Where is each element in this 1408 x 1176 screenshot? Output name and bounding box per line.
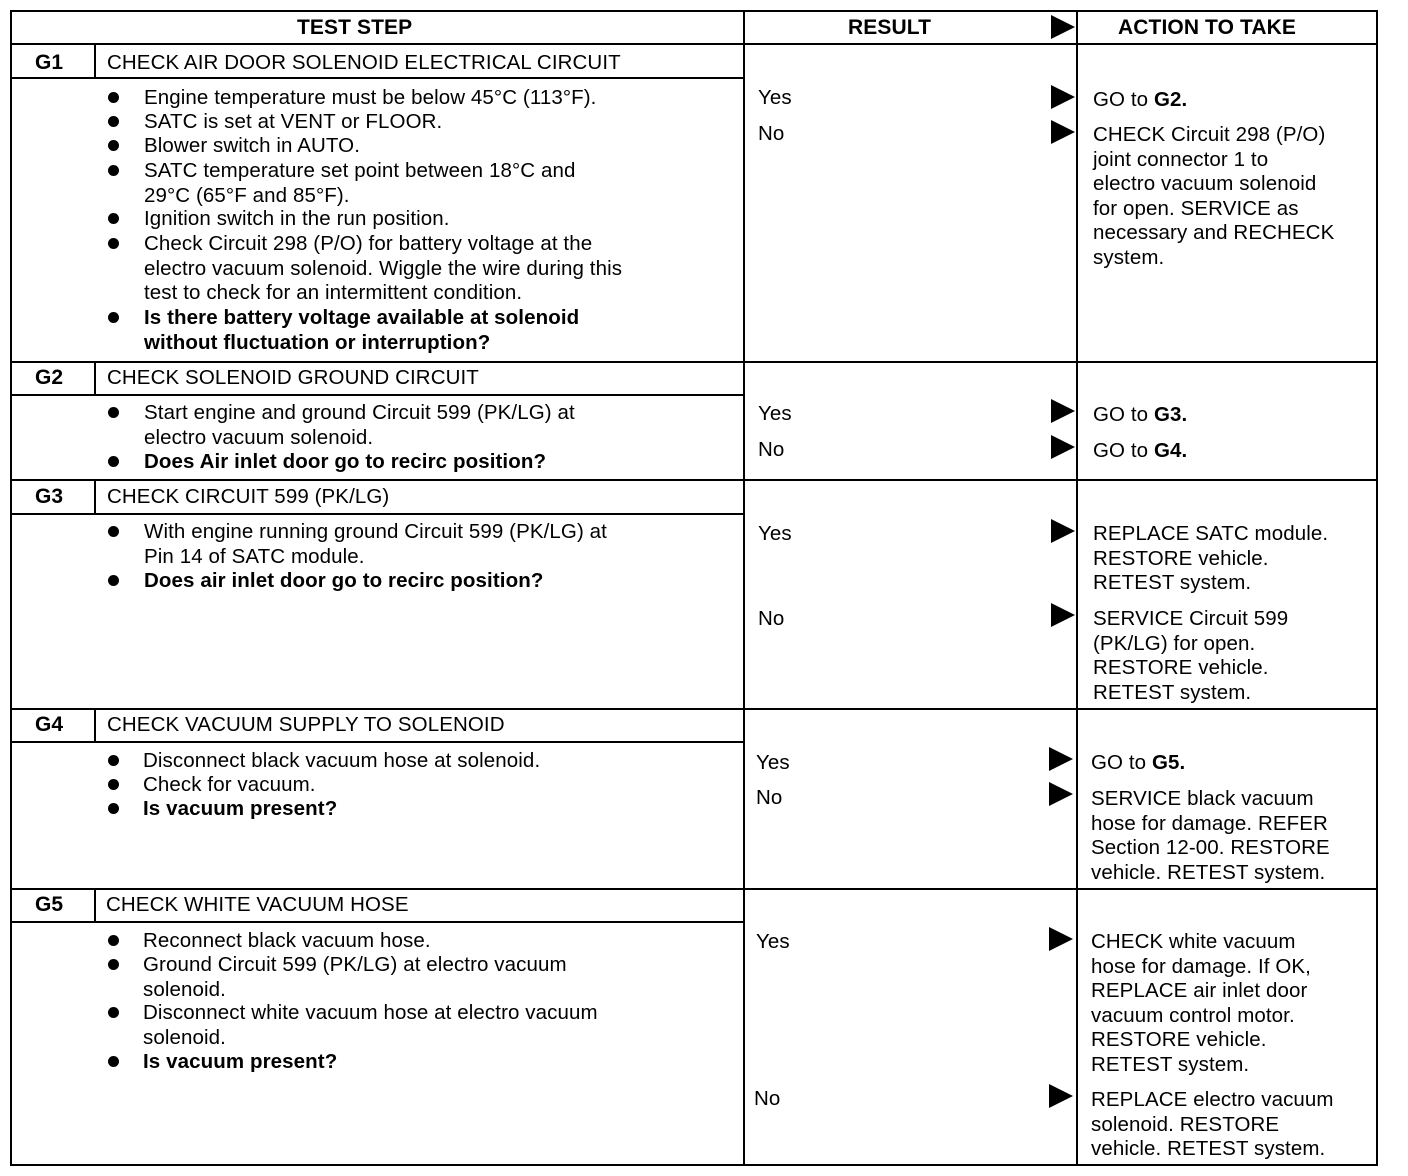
arrow-icon [1049,747,1073,771]
bullet-icon [108,755,119,766]
bullet-icon [108,140,119,151]
step-bullet: Engine temperature must be below 45°C (113°F). [144,86,597,109]
result-no: No [754,1087,781,1110]
result-yes: Yes [758,86,792,109]
step-divider [10,361,1378,363]
arrow-icon [1049,782,1073,806]
step-bullet: SATC is set at VENT or FLOOR. [144,110,443,133]
id-divider [94,709,96,742]
id-divider [94,362,96,395]
action-text: CHECK white vacuum hose for damage. If OK, REPLACE air inlet door vacuum control motor. RESTORE vehicle. RETEST system. [1091,930,1311,1076]
result-no: No [758,122,785,145]
step-divider [10,708,1378,710]
bullet-icon [108,526,119,537]
title-rule [10,77,743,79]
step-bullet: Check Circuit 298 (P/O) for battery voltage at the electro vacuum solenoid. Wiggle the wire during this test to check for an intermittent condition. [144,232,623,304]
bullet-icon [108,238,119,249]
result-yes: Yes [758,522,792,545]
bullet-icon [108,92,119,103]
step-id: G2 [35,366,64,389]
step-title: CHECK WHITE VACUUM HOSE [106,893,409,916]
step-bullet: SATC temperature set point between 18°C and 29°C (65°F and 85°F). [144,159,576,207]
result-no: No [758,607,785,630]
action-text: GO to G3. [1093,403,1188,426]
action-text: REPLACE electro vacuum solenoid. RESTORE vehicle. RETEST system. [1091,1088,1334,1160]
divider-result-action [1076,10,1078,1166]
step-bullet: Ground Circuit 599 (PK/LG) at electro vacuum solenoid. [143,953,567,1001]
step-bullet: Disconnect black vacuum hose at solenoid. [143,749,541,772]
arrow-icon [1049,1084,1073,1108]
step-bullet: With engine running ground Circuit 599 (PK/LG) at Pin 14 of SATC module. [144,520,607,568]
action-text: CHECK Circuit 298 (P/O) joint connector 1 to electro vacuum solenoid for open. SERVICE as necessary and RECHECK system. [1093,123,1335,269]
bullet-icon [108,213,119,224]
step-question: Does Air inlet door go to recirc position? [144,450,547,473]
bullet-icon [108,407,119,418]
header-test-step: TEST STEP [297,16,413,39]
id-divider [94,889,96,922]
step-title: CHECK AIR DOOR SOLENOID ELECTRICAL CIRCUIT [107,51,621,74]
title-rule [10,921,743,923]
diagnostic-table [10,10,1378,1166]
header-divider [10,43,1378,45]
bullet-icon [108,165,119,176]
bullet-icon [108,575,119,586]
bullet-icon [108,935,119,946]
step-question: Is vacuum present? [143,797,338,820]
step-question: Does air inlet door go to recirc position? [144,569,544,592]
step-question: Is vacuum present? [143,1050,338,1073]
bullet-icon [108,803,119,814]
action-text: GO to G2. [1093,88,1188,111]
result-no: No [758,438,785,461]
step-id: G4 [35,713,64,736]
step-id: G3 [35,485,64,508]
bullet-icon [108,312,119,323]
step-title: CHECK CIRCUIT 599 (PK/LG) [107,485,390,508]
step-bullet: Ignition switch in the run position. [144,207,450,230]
arrow-icon [1049,927,1073,951]
bullet-icon [108,1056,119,1067]
bullet-icon [108,1007,119,1018]
bullet-icon [108,456,119,467]
divider-test-result [743,10,745,1166]
step-bullet: Start engine and ground Circuit 599 (PK/LG) at electro vacuum solenoid. [144,401,575,449]
step-id: G5 [35,893,64,916]
bullet-icon [108,116,119,127]
header-arrow-icon [1051,15,1075,39]
step-bullet: Check for vacuum. [143,773,316,796]
result-no: No [756,786,783,809]
arrow-icon [1051,399,1075,423]
arrow-icon [1051,85,1075,109]
step-question: Is there battery voltage available at solenoid without fluctuation or interruption? [144,306,580,354]
action-text: REPLACE SATC module. RESTORE vehicle. RETEST system. [1093,522,1329,594]
action-text: SERVICE Circuit 599 (PK/LG) for open. RESTORE vehicle. RETEST system. [1093,607,1289,704]
arrow-icon [1051,519,1075,543]
id-divider [94,480,96,514]
arrow-icon [1051,120,1075,144]
result-yes: Yes [758,402,792,425]
arrow-icon [1051,435,1075,459]
bullet-icon [108,959,119,970]
step-bullet: Blower switch in AUTO. [144,134,360,157]
step-title: CHECK SOLENOID GROUND CIRCUIT [107,366,479,389]
arrow-icon [1051,603,1075,627]
action-text: GO to G5. [1091,751,1186,774]
step-bullet: Reconnect black vacuum hose. [143,929,431,952]
action-text: SERVICE black vacuum hose for damage. REFER Section 12-00. RESTORE vehicle. RETEST system. [1091,787,1330,884]
action-text: GO to G4. [1093,439,1188,462]
step-id: G1 [35,51,64,74]
header-result: RESULT [848,16,932,39]
title-rule [10,741,743,743]
step-divider [10,888,1378,890]
step-divider [10,479,1378,481]
title-rule [10,394,743,396]
bullet-icon [108,779,119,790]
step-bullet: Disconnect white vacuum hose at electro vacuum solenoid. [143,1001,598,1049]
result-yes: Yes [756,751,790,774]
step-title: CHECK VACUUM SUPPLY TO SOLENOID [107,713,505,736]
result-yes: Yes [756,930,790,953]
title-rule [10,513,743,515]
header-action: ACTION TO TAKE [1118,16,1296,39]
id-divider [94,45,96,78]
